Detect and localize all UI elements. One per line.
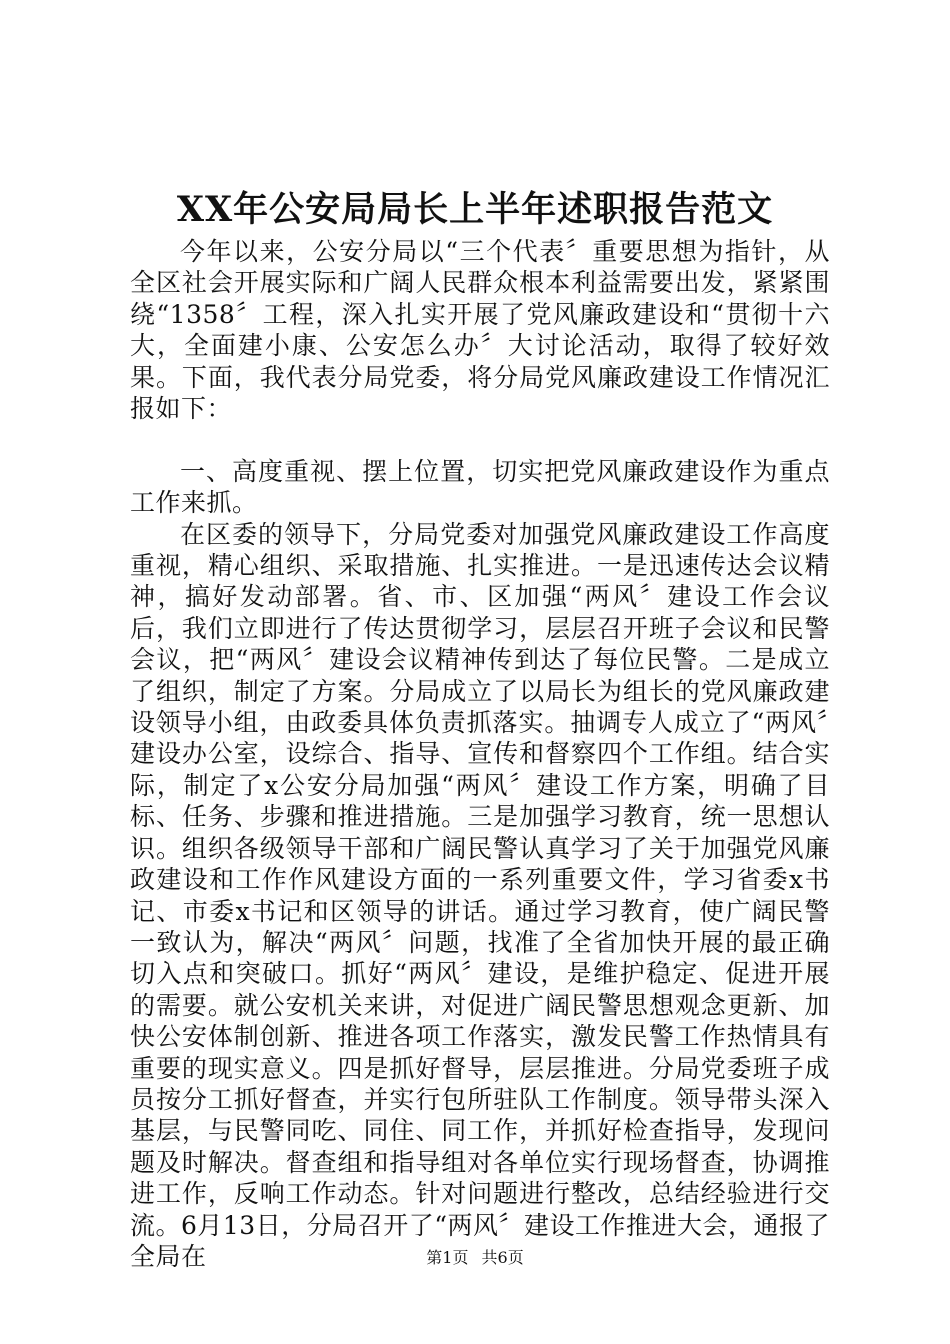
section-heading-paragraph: 一、高度重视、摆上位置，切实把党风廉政建设作为重点工作来抓。 [130, 456, 830, 518]
page-footer [0, 1246, 950, 1270]
document-title: XX年公安局局长上半年述职报告范文 [176, 189, 774, 230]
body-paragraph: 在区委的领导下，分局党委对加强党风廉政建设工作高度重视，精心组织、采取措施、扎实推进。一是迅速传达会议精神，搞好发动部署。省、市、区加强“两风〞建设工作会议后，我们立即进行了传达贯彻学习，层层召开班子会议和民警会议，把“两风〞建设会议精神传到达了每位民警。二是成立了组织，制定了方案。分局成立了以局长为组长的党风廉政建设领导小组，由政委具体负责抓落实。抽调专人成立了“两风〞建设办公室，设综合、指导、宣传和督察四个工作组。结合实际，制定了x公安分局加强“两风〞建设工作方案，明确了目标、任务、步骤和推进措施。三是加强学习教育，统一思想认识。组织各级领导干部和广阔民警认真学习了关于加强党风廉政建设和工作作风建设方面的一系列重要文件，学习省委x书记、市委x书记和区领导的讲话。通过学习教育，使广阔民警一致认为，解决“两风〞问题，找准了全省加快开展的最正确切入点和突破口。抓好“两风〞建设，是维护稳定、促进开展的需要。就公安机关来讲，对促进广阔民警思想观念更新、加快公安体制创新、推进各项工作落实，激发民警工作热情具有重要的现实意义。四是抓好督导，层层推进。分局党委班子成员按分工抓好督查，并实行包所驻队工作制度。领导带头深入基层，与民警同吃、同住、同工作，并抓好检查指导，发现问题及时解决。督查组和指导组对各单位实行现场督查，协调推进工作，反响工作动态。针对问题进行整改，总结经验进行交流。6月13日，分局召开了“两风〞建设工作推进大会，通报了全局在 [130, 519, 831, 1271]
intro-paragraph: 今年以来，公安分局以“三个代表〞重要思想为指针，从全区社会开展实际和广阔人民群众根本利益需要出发，紧紧围绕“1358〞工程，深入扎实开展了党风廉政建设和“贯彻十六大，全面建小康、公安怎么办〞大讨论活动，取得了较好效果。下面，我代表分局党委，将分局党风廉政建设工作情况汇报如下： [130, 237, 830, 424]
page-number: 第1页 [426, 1248, 469, 1267]
page-total: 共6页 [481, 1248, 524, 1267]
document-body [130, 236, 830, 1272]
